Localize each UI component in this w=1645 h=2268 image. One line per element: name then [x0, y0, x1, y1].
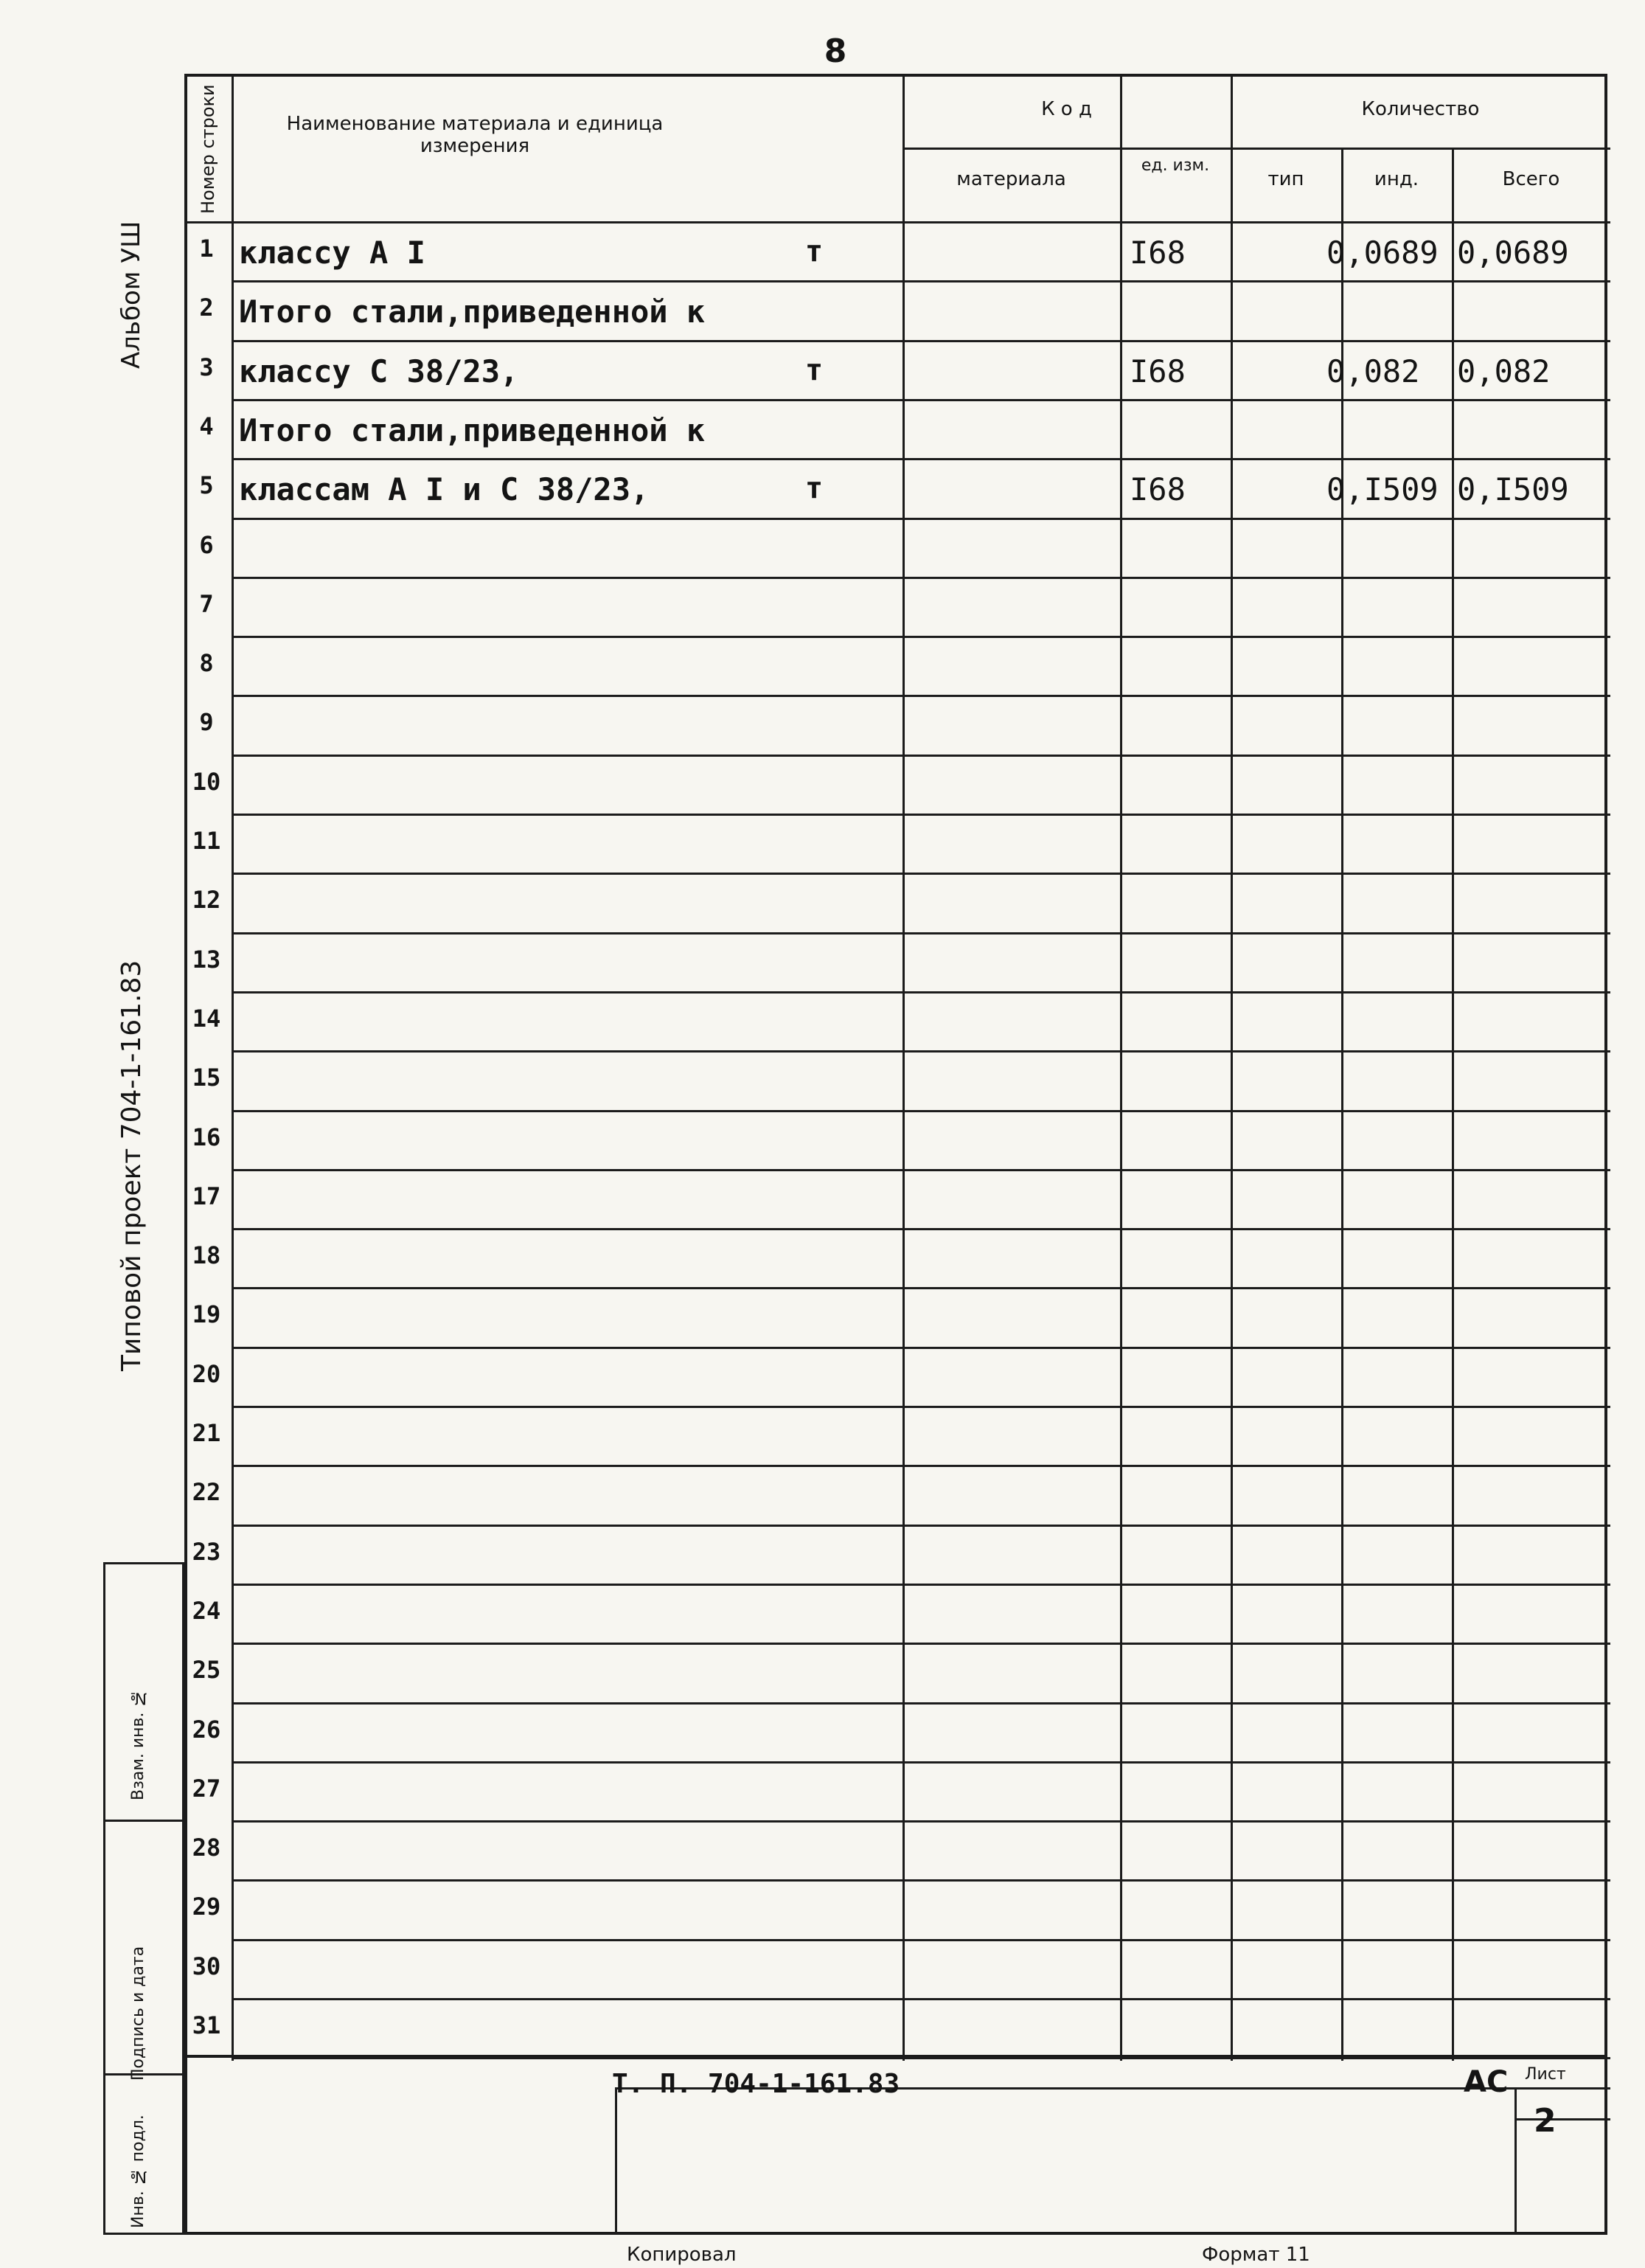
row-number: 14 — [192, 1004, 221, 1033]
tb-sheet-line — [1514, 2118, 1610, 2120]
row-line — [232, 1939, 1610, 1941]
left-stamp — [103, 1562, 184, 2235]
row-code-unit: I68 — [1130, 353, 1186, 389]
header-code-unit: ед. изм. — [1141, 156, 1210, 175]
row-number: 17 — [192, 1182, 221, 1210]
row-number: 6 — [199, 530, 214, 559]
header-qty-ind: инд. — [1374, 168, 1419, 190]
row-number: 7 — [199, 589, 214, 618]
row-number: 16 — [192, 1123, 221, 1151]
row-line — [232, 932, 1610, 934]
row-line — [232, 1879, 1610, 1882]
footer-format: Формат 11 — [1202, 2244, 1310, 2266]
row-line — [232, 458, 1610, 460]
row-material-name: классам А I и С 38/23, — [239, 471, 650, 508]
header-name: Наименование материала и единица измерения — [286, 113, 664, 157]
row-number: 19 — [192, 1300, 221, 1329]
stamp-field-2: Подпись и дата — [129, 1946, 147, 2081]
row-number: 23 — [192, 1537, 221, 1566]
header-qty-group: Количество — [1361, 98, 1480, 120]
stamp-sep — [105, 1820, 182, 1822]
row-number: 12 — [192, 886, 221, 915]
title-block-mark: АС — [1464, 2065, 1509, 2099]
row-number: 21 — [192, 1419, 221, 1447]
row-line — [232, 1998, 1610, 2000]
row-line — [232, 1761, 1610, 1764]
row-number: 26 — [192, 1715, 221, 1744]
tb-sep — [1514, 2087, 1517, 2235]
row-line — [232, 695, 1610, 697]
album-label: Альбом УШ — [116, 221, 146, 370]
row-qty-ind: 0,I509 — [1326, 471, 1439, 508]
row-code-unit: I68 — [1130, 235, 1186, 271]
col-sep — [1341, 148, 1343, 2061]
row-line — [232, 1347, 1610, 1349]
row-qty-ind: 0,082 — [1326, 353, 1420, 389]
row-line — [232, 577, 1610, 579]
col-sep — [1452, 148, 1454, 2061]
title-block-sheet-label: Лист — [1525, 2065, 1566, 2084]
row-line — [232, 280, 1610, 282]
row-line — [232, 1050, 1610, 1052]
row-number: 28 — [192, 1834, 221, 1862]
row-unit: т — [804, 353, 824, 387]
header-code-group: К о д — [1041, 98, 1092, 120]
row-number: 30 — [192, 1952, 221, 1980]
row-code-unit: I68 — [1130, 471, 1186, 508]
row-unit: т — [804, 471, 824, 506]
row-line — [232, 814, 1610, 816]
row-line — [232, 1525, 1610, 1527]
row-number: 18 — [192, 1241, 221, 1270]
row-number: 31 — [192, 2011, 221, 2039]
stamp-field-1: Взам. инв. № — [129, 1688, 147, 1800]
row-number: 1 — [199, 235, 214, 263]
side-labels — [111, 81, 155, 1394]
row-number: 5 — [199, 471, 214, 500]
row-line — [232, 1643, 1610, 1645]
header-qty-total: Всего — [1502, 168, 1560, 190]
row-number: 22 — [192, 1478, 221, 1507]
row-line — [232, 873, 1610, 875]
header-bottom-line — [187, 221, 1610, 223]
tb-sep — [615, 2087, 617, 2235]
sheet-number-top: 8 — [824, 32, 847, 70]
row-line — [232, 1287, 1610, 1289]
row-line — [232, 340, 1610, 342]
header-sub-line — [903, 148, 1610, 150]
row-line — [232, 1465, 1610, 1467]
title-block-sheet-number: 2 — [1534, 2102, 1557, 2140]
row-line — [232, 1406, 1610, 1408]
stamp-sep — [105, 2073, 182, 2075]
footer-copied: Копировал — [627, 2244, 737, 2266]
row-qty-total: 0,082 — [1457, 353, 1551, 389]
row-material-name: классу С 38/23, — [239, 353, 519, 389]
row-number: 4 — [199, 412, 214, 440]
row-material-name: Итого стали,приведенной к — [239, 294, 706, 330]
row-number: 9 — [199, 708, 214, 737]
row-line — [232, 636, 1610, 638]
row-line — [232, 1228, 1610, 1230]
header-code-material: материала — [956, 168, 1066, 190]
row-line — [232, 1584, 1610, 1586]
row-number: 27 — [192, 1774, 221, 1803]
row-number: 15 — [192, 1064, 221, 1092]
materials-table — [184, 74, 1607, 2058]
title-block-code: Т. П. 704-1-161.83 — [612, 2069, 900, 2099]
row-line — [232, 1820, 1610, 1823]
row-line — [232, 1702, 1610, 1705]
row-material-name: классу А I — [239, 235, 425, 271]
row-number: 25 — [192, 1656, 221, 1685]
project-label: Типовой проект 704-1-161.83 — [116, 960, 147, 1371]
row-line — [232, 518, 1610, 520]
row-material-name: Итого стали,приведенной к — [239, 412, 706, 448]
row-number: 13 — [192, 945, 221, 974]
row-line — [232, 991, 1610, 993]
row-number: 11 — [192, 827, 221, 855]
row-number: 10 — [192, 767, 221, 796]
row-number: 3 — [199, 353, 214, 381]
row-qty-total: 0,0689 — [1457, 235, 1569, 271]
row-number: 20 — [192, 1359, 221, 1388]
row-unit: т — [804, 235, 824, 268]
row-line — [232, 1110, 1610, 1112]
row-line — [232, 399, 1610, 401]
row-number: 29 — [192, 1893, 221, 1921]
stamp-field-3: Инв. № подл. — [129, 2115, 147, 2228]
row-line — [232, 755, 1610, 757]
header-qty-type: тип — [1267, 168, 1304, 190]
row-number: 8 — [199, 649, 214, 678]
row-number: 24 — [192, 1596, 221, 1625]
row-qty-ind: 0,0689 — [1326, 235, 1439, 271]
row-line — [232, 1169, 1610, 1171]
row-number: 2 — [199, 294, 214, 322]
row-qty-total: 0,I509 — [1457, 471, 1569, 508]
header-row-no: Номер строки — [198, 84, 218, 214]
